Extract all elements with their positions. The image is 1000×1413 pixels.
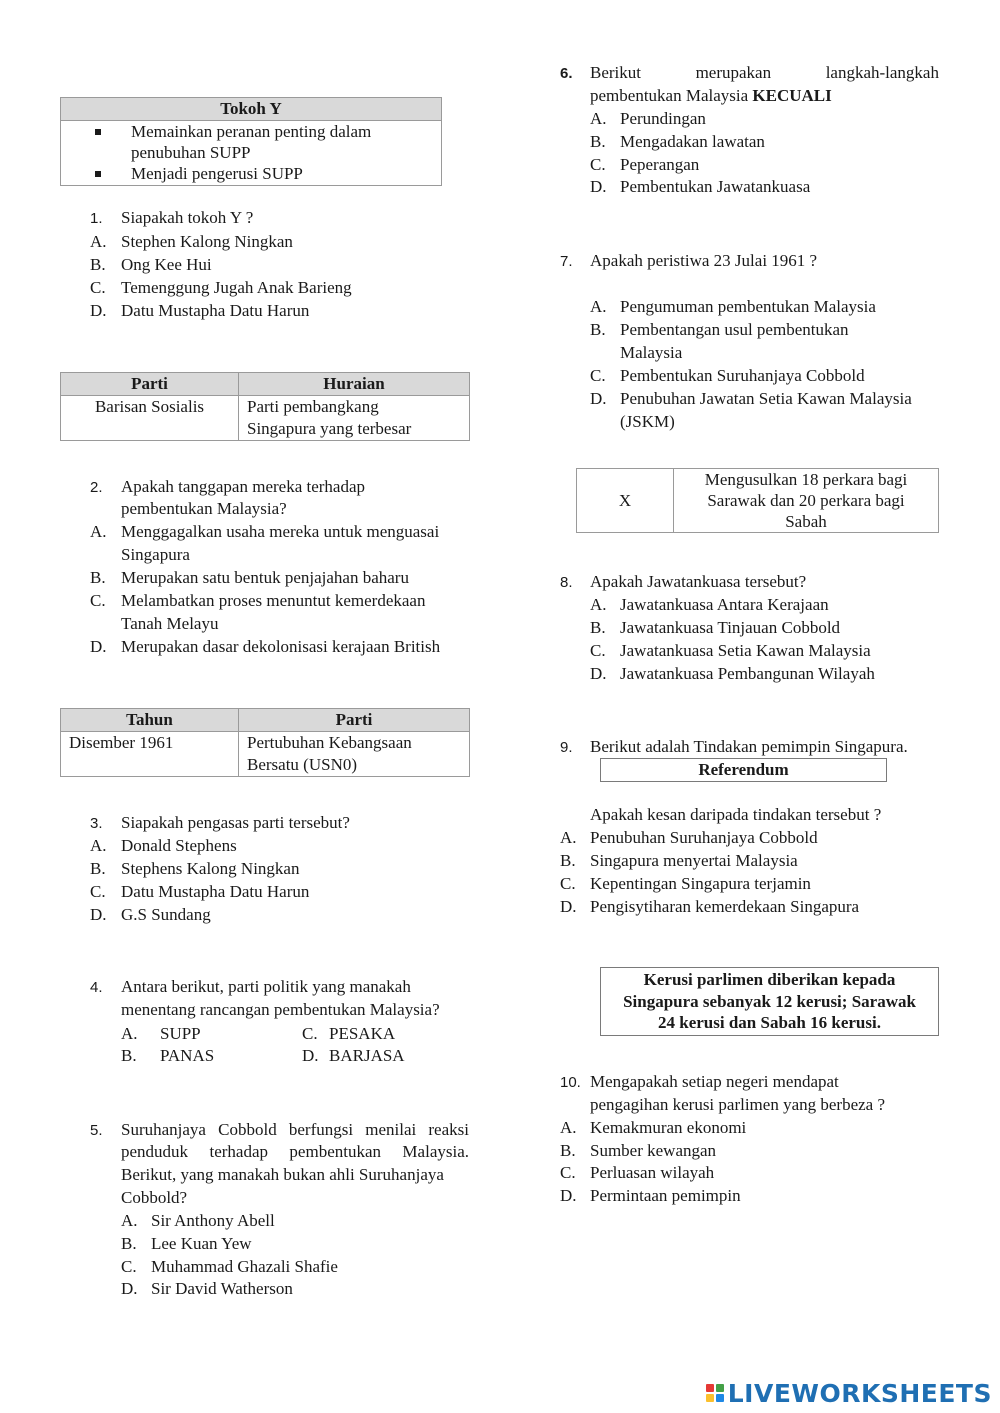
q2-header-parti: Parti — [61, 373, 239, 396]
q10-option-b-letter[interactable]: B. — [560, 1141, 576, 1160]
q2-table — [60, 372, 470, 441]
q5-option-c[interactable]: Muhammad Ghazali Shafie — [151, 1257, 338, 1276]
q8-box-text: Mengusulkan 18 perkara bagi Sarawak dan 20 perkara bagi Sabah — [674, 469, 939, 533]
q6-question-line-1: Berikut merupakan langkah-langkah — [590, 63, 939, 82]
q3-option-b[interactable]: Stephens Kalong Ningkan — [121, 859, 300, 878]
q1-bullet-1: Memainkan peranan penting dalam penubuhan SUPP — [95, 121, 433, 163]
q10-option-c[interactable]: Perluasan wilayah — [590, 1163, 715, 1182]
q3-option-c[interactable]: Datu Mustapha Datu Harun — [121, 882, 310, 901]
q3-option-b-letter[interactable]: B. — [90, 859, 106, 878]
q7-number: 7. — [560, 253, 573, 270]
q6-option-a[interactable]: Perundingan — [620, 109, 706, 128]
q8-number: 8. — [560, 574, 573, 591]
q8-option-d-letter[interactable]: D. — [590, 664, 607, 683]
q2-option-c-line-2[interactable]: Tanah Melayu — [121, 614, 219, 633]
liveworksheets-logo[interactable] — [706, 1379, 992, 1407]
q1-option-d-letter[interactable]: D. — [90, 301, 107, 320]
q6-question-line-2: pembentukan Malaysia KECUALI — [590, 86, 832, 105]
q6-option-c[interactable]: Peperangan — [620, 155, 700, 174]
q6-option-d[interactable]: Pembentukan Jawatankuasa — [620, 177, 811, 196]
q6-emphasis: KECUALI — [752, 86, 832, 105]
q2-option-a-line-2[interactable]: Singapura — [121, 545, 190, 564]
q5-option-c-letter[interactable]: C. — [121, 1257, 137, 1276]
q3-option-a[interactable]: Donald Stephens — [121, 836, 237, 855]
q5-option-a-letter[interactable]: A. — [121, 1211, 138, 1230]
q2-question-line-1: Apakah tanggapan mereka terhadap — [121, 477, 366, 496]
q10-question-line-1: Mengapakah setiap negeri mendapat — [590, 1072, 839, 1091]
q9-option-d-letter[interactable]: D. — [560, 897, 577, 916]
q8-option-d[interactable]: Jawatankuasa Pembangunan Wilayah — [620, 664, 875, 683]
q1-option-b-letter[interactable]: B. — [90, 255, 106, 274]
logo-square-red — [706, 1384, 714, 1392]
q2-cell-parti: Barisan Sosialis — [61, 396, 239, 441]
q4-option-d-letter[interactable]: D. — [302, 1046, 319, 1065]
q5-option-b-letter[interactable]: B. — [121, 1234, 137, 1253]
q5-option-d[interactable]: Sir David Watherson — [151, 1279, 293, 1298]
q6-option-c-letter[interactable]: C. — [590, 155, 606, 174]
q3-cell-tahun: Disember 1961 — [61, 732, 239, 777]
q1-option-a-letter[interactable]: A. — [90, 232, 107, 251]
q9-referendum-box: Referendum — [600, 758, 887, 782]
q5-question-line-4: Cobbold? — [121, 1188, 188, 1207]
q4-option-d[interactable]: BARJASA — [329, 1046, 405, 1065]
q7-option-c[interactable]: Pembentukan Suruhanjaya Cobbold — [620, 366, 865, 385]
q3-header-parti: Parti — [239, 709, 470, 732]
q6-number: 6. — [560, 65, 573, 82]
q2-option-b-letter[interactable]: B. — [90, 568, 106, 587]
q9-question: Berikut adalah Tindakan pemimpin Singapura. — [590, 737, 908, 756]
q1-option-b[interactable]: Ong Kee Hui — [121, 255, 212, 274]
q5-option-d-letter[interactable]: D. — [121, 1279, 138, 1298]
q5-question-line-1: Suruhanjaya Cobbold berfungsi menilai reaksi — [121, 1120, 469, 1139]
q4-number: 4. — [90, 979, 103, 996]
q8-option-b[interactable]: Jawatankuasa Tinjauan Cobbold — [620, 618, 841, 637]
q3-option-c-letter[interactable]: C. — [90, 882, 106, 901]
q1-table-title: Tokoh Y — [61, 98, 442, 121]
q7-option-a-letter[interactable]: A. — [590, 297, 607, 316]
q1-table-body — [61, 121, 442, 186]
q10-question-line-2: pengagihan kerusi parlimen yang berbeza ? — [590, 1095, 886, 1114]
q6-option-b[interactable]: Mengadakan lawatan — [620, 132, 765, 151]
q9-option-c[interactable]: Kepentingan Singapura terjamin — [590, 874, 811, 893]
q9-option-a-letter[interactable]: A. — [560, 828, 577, 847]
q8-question: Apakah Jawatankuasa tersebut? — [590, 572, 807, 591]
q4-question-line-1: Antara berikut, parti politik yang manakah — [121, 977, 411, 996]
q2-option-a-line-1[interactable]: Menggagalkan usaha mereka untuk menguasai — [121, 522, 440, 541]
q3-option-d[interactable]: G.S Sundang — [121, 905, 211, 924]
q9-option-d[interactable]: Pengisytiharan kemerdekaan Singapura — [590, 897, 860, 916]
q2-option-d[interactable]: Merupakan dasar dekolonisasi kerajaan British — [121, 637, 441, 656]
q1-option-a[interactable]: Stephen Kalong Ningkan — [121, 232, 293, 251]
q2-cell-huraian: Parti pembangkang Singapura yang terbesar — [239, 396, 470, 441]
q10-option-d[interactable]: Permintaan pemimpin — [590, 1186, 741, 1205]
logo-square-blue — [716, 1394, 724, 1402]
q5-question-line-3: Berikut, yang manakah bukan ahli Suruhanjaya — [121, 1165, 444, 1184]
q8-option-c-letter[interactable]: C. — [590, 641, 606, 660]
q9-option-a[interactable]: Penubuhan Suruhanjaya Cobbold — [590, 828, 818, 847]
q4-option-b[interactable]: PANAS — [160, 1046, 215, 1065]
q8-box-label: X — [577, 469, 674, 533]
q2-option-c-line-1[interactable]: Melambatkan proses menuntut kemerdekaan — [121, 591, 426, 610]
q1-option-c[interactable]: Temenggung Jugah Anak Barieng — [121, 278, 352, 297]
q4-question-line-2: menentang rancangan pembentukan Malaysia? — [121, 1000, 440, 1019]
q10-number: 10. — [560, 1074, 581, 1091]
q3-table — [60, 708, 470, 777]
q4-option-b-letter[interactable]: B. — [121, 1046, 137, 1065]
q6-option-a-letter[interactable]: A. — [590, 109, 607, 128]
q1-question: Siapakah tokoh Y ? — [121, 208, 254, 227]
q9-option-b[interactable]: Singapura menyertai Malaysia — [590, 851, 798, 870]
q3-header-tahun: Tahun — [61, 709, 239, 732]
q1-number: 1. — [90, 210, 103, 227]
q3-question: Siapakah pengasas parti tersebut? — [121, 813, 350, 832]
bullet-icon — [95, 171, 101, 177]
q10-option-a[interactable]: Kemakmuran ekonomi — [590, 1118, 747, 1137]
q2-option-a-letter[interactable]: A. — [90, 522, 107, 541]
q10-info-box: Kerusi parlimen diberikan kepada Singapura sebanyak 12 kerusi; Sarawak 24 kerusi dan Sabah 16 kerusi. — [600, 967, 939, 1036]
q8-option-c[interactable]: Jawatankuasa Setia Kawan Malaysia — [620, 641, 871, 660]
q9-option-c-letter[interactable]: C. — [560, 874, 576, 893]
q2-option-b[interactable]: Merupakan satu bentuk penjajahan baharu — [121, 568, 409, 587]
q3-option-a-letter[interactable]: A. — [90, 836, 107, 855]
q6-option-b-letter[interactable]: B. — [590, 132, 606, 151]
q2-option-c-letter[interactable]: C. — [90, 591, 106, 610]
q4-option-a[interactable]: SUPP — [160, 1024, 201, 1043]
q8-option-a-letter[interactable]: A. — [590, 595, 607, 614]
q9-question-2: Apakah kesan daripada tindakan tersebut ? — [590, 805, 882, 824]
q5-option-b[interactable]: Lee Kuan Yew — [151, 1234, 252, 1253]
q10-option-d-letter[interactable]: D. — [560, 1186, 577, 1205]
q7-option-b-letter[interactable]: B. — [590, 320, 606, 339]
q7-option-c-letter[interactable]: C. — [590, 366, 606, 385]
q3-cell-parti: Pertubuhan Kebangsaan Bersatu (USN0) — [239, 732, 470, 777]
q2-header-huraian: Huraian — [239, 373, 470, 396]
q4-option-c[interactable]: PESAKA — [329, 1024, 396, 1043]
q7-option-b-line-2[interactable]: Malaysia — [620, 343, 683, 362]
q7-option-d-letter[interactable]: D. — [590, 389, 607, 408]
q7-option-d-line-2[interactable]: (JSKM) — [620, 412, 675, 431]
q7-option-d-line-1[interactable]: Penubuhan Jawatan Setia Kawan Malaysia — [620, 389, 912, 408]
q8-table — [576, 468, 939, 533]
q8-option-a[interactable]: Jawatankuasa Antara Kerajaan — [620, 595, 829, 614]
q3-number: 3. — [90, 815, 103, 832]
q3-option-d-letter[interactable]: D. — [90, 905, 107, 924]
q2-option-d-letter[interactable]: D. — [90, 637, 107, 656]
q5-question-line-2: penduduk terhadap pembentukan Malaysia. — [121, 1142, 469, 1161]
q4-option-a-letter[interactable]: A. — [121, 1024, 138, 1043]
q7-option-a[interactable]: Pengumuman pembentukan Malaysia — [620, 297, 876, 316]
liveworksheets-logo-icon — [706, 1384, 724, 1402]
q1-table — [60, 97, 442, 186]
q1-option-c-letter[interactable]: C. — [90, 278, 106, 297]
q2-question-line-2: pembentukan Malaysia? — [121, 499, 287, 518]
q10-option-a-letter[interactable]: A. — [560, 1118, 577, 1137]
logo-square-yellow — [706, 1394, 714, 1402]
q5-number: 5. — [90, 1122, 103, 1139]
q8-option-b-letter[interactable]: B. — [590, 618, 606, 637]
q6-option-d-letter[interactable]: D. — [590, 177, 607, 196]
q9-number: 9. — [560, 739, 573, 756]
q4-option-c-letter[interactable]: C. — [302, 1024, 318, 1043]
logo-square-green — [716, 1384, 724, 1392]
liveworksheets-logo-text: LIVEWORKSHEETS — [727, 1378, 992, 1408]
q7-question: Apakah peristiwa 23 Julai 1961 ? — [590, 251, 818, 270]
q7-option-b-line-1[interactable]: Pembentangan usul pembentukan — [620, 320, 849, 339]
q10-option-b[interactable]: Sumber kewangan — [590, 1141, 717, 1160]
q1-option-d[interactable]: Datu Mustapha Datu Harun — [121, 301, 310, 320]
q1-bullet-2: Menjadi pengerusi SUPP — [95, 163, 433, 184]
q10-option-c-letter[interactable]: C. — [560, 1163, 576, 1182]
q2-number: 2. — [90, 479, 103, 496]
q5-option-a[interactable]: Sir Anthony Abell — [151, 1211, 275, 1230]
q9-option-b-letter[interactable]: B. — [560, 851, 576, 870]
bullet-icon — [95, 129, 101, 135]
